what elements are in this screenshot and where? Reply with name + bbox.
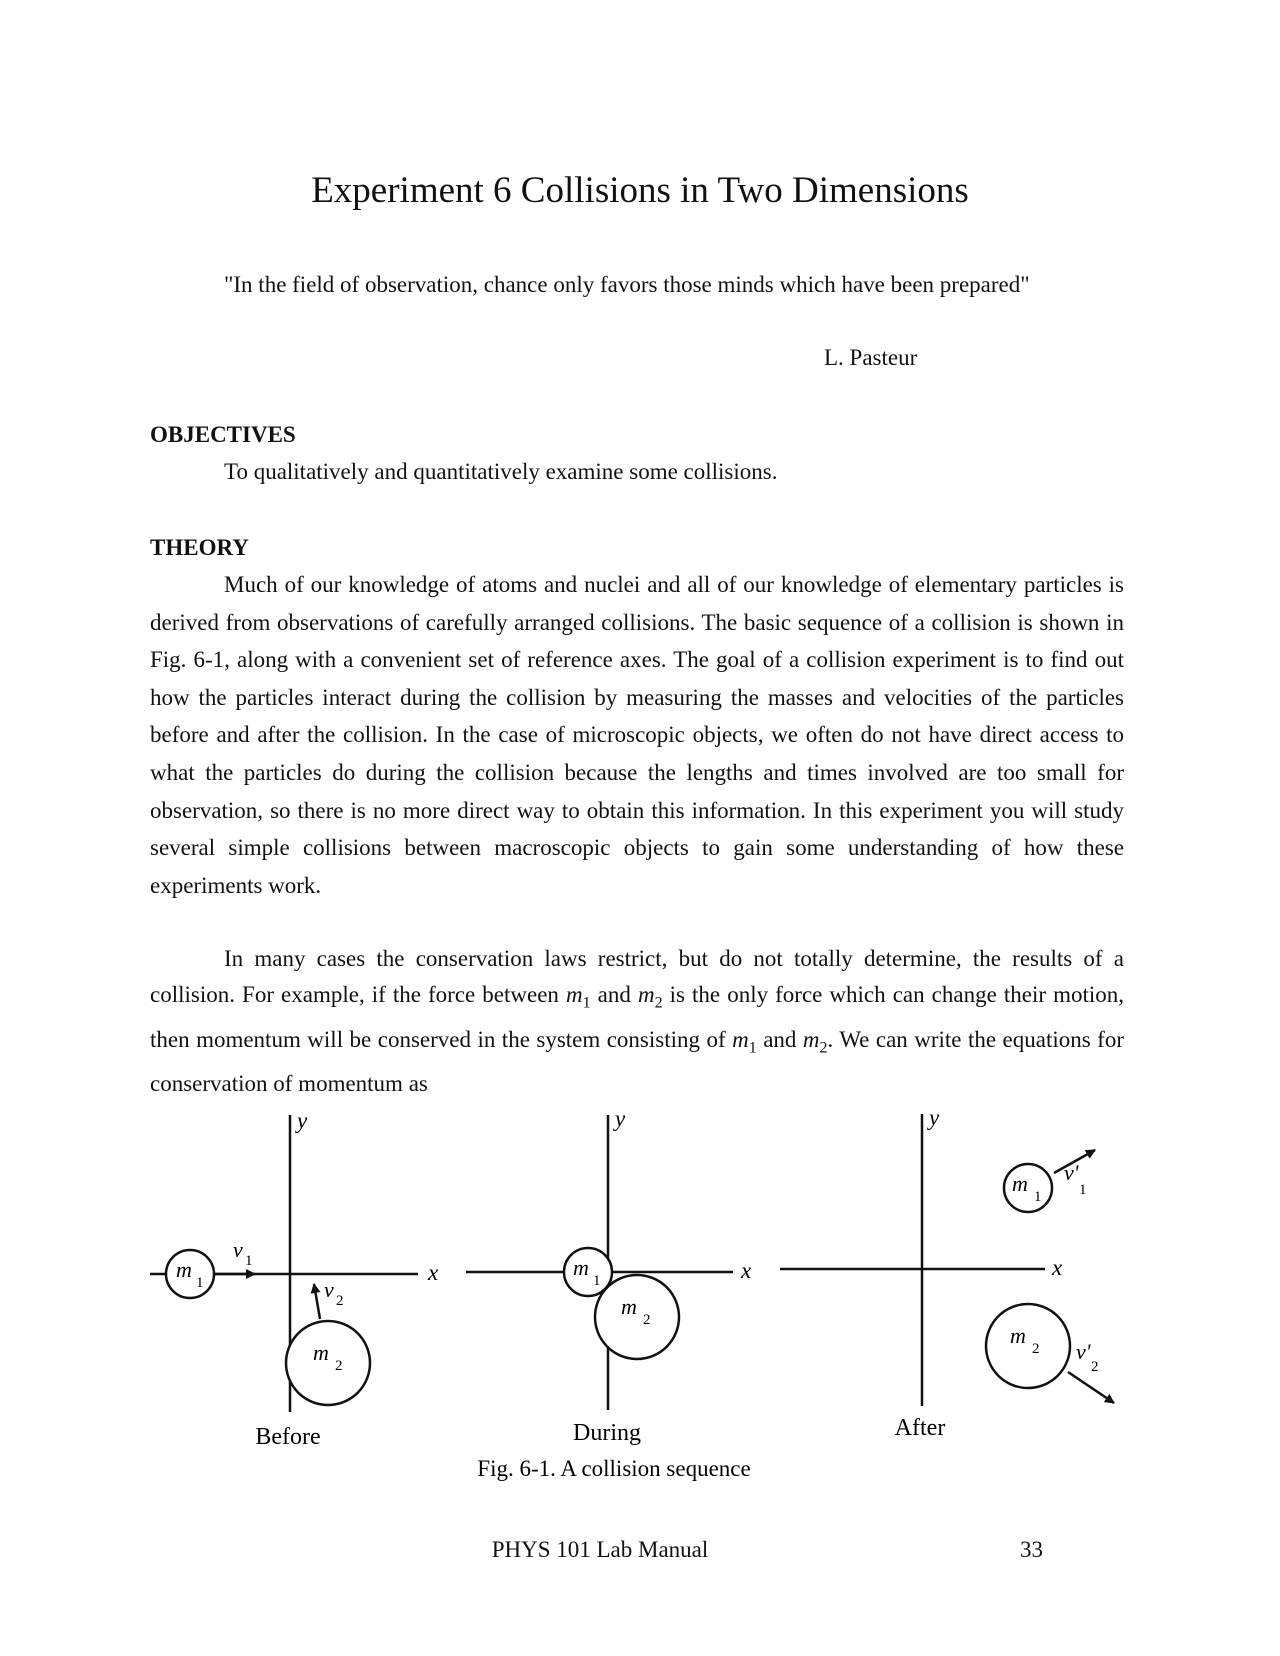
after-m1-label: m <box>1012 1171 1028 1196</box>
theory-heading: THEORY <box>150 535 249 560</box>
collision-figure <box>0 1100 1280 1500</box>
p2-text-d: and <box>756 1026 803 1052</box>
panel-during <box>466 1106 752 1410</box>
after-m1-sub: 1 <box>1034 1189 1042 1205</box>
after-v2-sub: 2 <box>1091 1359 1099 1375</box>
during-m2-label: m <box>621 1294 637 1319</box>
figure-caption: Fig. 6-1. A collision sequence <box>477 1456 751 1481</box>
epigraph-author: L. Pasteur <box>824 345 918 370</box>
panel-before <box>150 1108 439 1412</box>
label-after: After <box>894 1415 946 1441</box>
after-v1-sub: 1 <box>1079 1182 1087 1198</box>
p2-text-e: . We can write the equations for conservation of momentum as <box>150 1026 1124 1097</box>
during-m1-sub: 1 <box>593 1273 601 1289</box>
before-m1-sub: 1 <box>196 1275 204 1291</box>
theory-paragraph-1: Much of our knowledge of atoms and nuclei and all of our knowledge of elementary particles is derived from observations of carefully arranged collisions. The basic sequence of a collision is shown in Fig. 6-1, along with a convenient set of reference axes. The goal of a collision experiment is to find out how the particles interact during the collision by measuring the masses and velocities of the particles before and after the collision. In the case of microscopic objects, we often do not have direct access to what the particles do during the collision because the lengths and times involved are too small for observation, so there is no more direct way to obtain this information. In this experiment you will study several simple collisions between macroscopic objects to gain some understanding of how these experiments work. <box>150 572 1124 898</box>
before-v1-label: v <box>233 1237 243 1262</box>
p2-text-a: In many cases the conservation laws restrict, but do not totally determine, the results of a collision. For example, if the force between <box>150 946 1124 1007</box>
after-v1-label: v' <box>1064 1160 1079 1185</box>
page-number: 33 <box>1020 1537 1043 1562</box>
objectives-heading: OBJECTIVES <box>150 422 296 447</box>
after-m2-ball <box>986 1304 1070 1388</box>
page-title: Experiment 6 Collisions in Two Dimensions <box>311 170 969 211</box>
after-x-label: x <box>1052 1255 1063 1280</box>
after-v2-arrow <box>1068 1372 1114 1403</box>
before-m2-sub: 2 <box>335 1358 343 1374</box>
footer-manual-title: PHYS 101 Lab Manual <box>491 1537 709 1562</box>
objectives-text: To qualitatively and quantitatively examine some collisions. <box>224 459 778 484</box>
during-m1-label: m <box>573 1255 589 1280</box>
symbol-m2: $m_2$ <box>637 982 663 1012</box>
symbol-m1: $m_1$ <box>732 1026 757 1057</box>
theory-paragraph-2 <box>150 941 1124 1102</box>
label-during: During <box>573 1420 641 1446</box>
before-y-label: y <box>297 1108 308 1133</box>
panel-after <box>780 1105 1114 1406</box>
symbol-m2: $m_2$ <box>802 1026 828 1057</box>
before-v1-sub: 1 <box>245 1253 253 1269</box>
p2-text-c: is the only force which can change their motion, then momentum will be conserved in the system consisting of <box>150 982 1124 1052</box>
symbol-m1: $m_1$ <box>566 982 591 1012</box>
before-x-label: x <box>428 1260 439 1285</box>
before-m1-label: m <box>176 1257 192 1282</box>
before-v2-sub: 2 <box>336 1293 344 1309</box>
after-y-label: y <box>929 1105 940 1130</box>
after-m2-label: m <box>1010 1323 1026 1348</box>
label-before: Before <box>255 1424 321 1450</box>
collision-diagram <box>0 1100 1280 1500</box>
after-v2-label: v' <box>1076 1339 1091 1364</box>
before-m2-label: m <box>313 1340 329 1365</box>
before-v2-arrow <box>314 1284 320 1319</box>
before-v2-label: v <box>324 1277 334 1302</box>
epigraph-quote: "In the field of observation, chance only favors those minds which have been prepared" <box>224 272 1030 297</box>
during-y-label: y <box>615 1106 626 1131</box>
during-x-label: x <box>741 1258 752 1283</box>
after-m2-sub: 2 <box>1032 1341 1040 1357</box>
p2-text-b: and <box>590 982 638 1007</box>
during-m2-sub: 2 <box>643 1312 651 1328</box>
